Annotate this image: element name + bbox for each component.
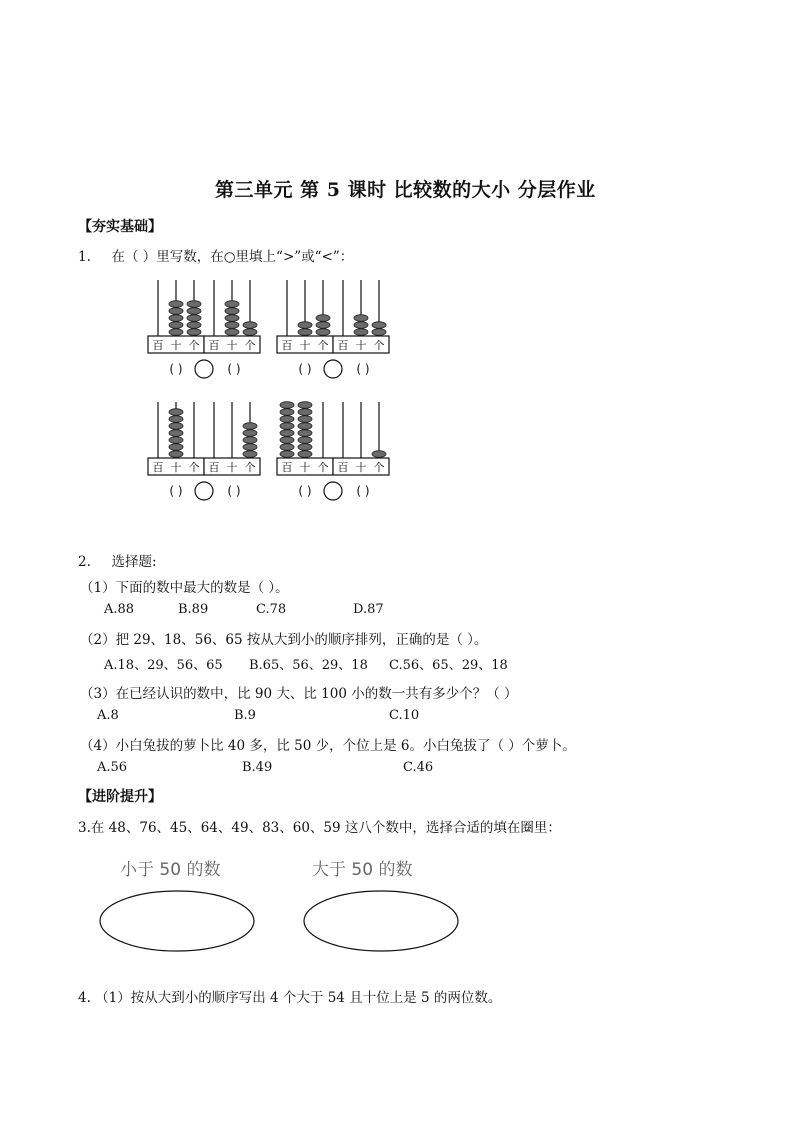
option-2-1-a: A.88 xyxy=(104,602,135,617)
abacus-1 xyxy=(148,280,204,353)
option-2-1-c: C.78 xyxy=(256,602,287,617)
bead xyxy=(169,301,183,308)
bead xyxy=(280,430,294,437)
bead xyxy=(298,430,312,437)
option-2-3-a: A.8 xyxy=(97,708,119,723)
compare-circle[interactable] xyxy=(195,360,213,378)
answer-blank-left[interactable]: ( ) xyxy=(298,362,312,376)
abacus-label: 个 xyxy=(188,461,200,474)
question-1 xyxy=(78,245,353,265)
bead xyxy=(243,437,257,444)
bead xyxy=(225,315,239,322)
abacus-label: 十 xyxy=(299,339,311,352)
compare-row xyxy=(298,482,369,500)
option-2-4-c: C.46 xyxy=(403,760,434,775)
abacus-label: 个 xyxy=(317,339,329,352)
abacus-label: 十 xyxy=(299,461,311,474)
bead xyxy=(225,301,239,308)
abacus-label: 十 xyxy=(226,461,238,474)
bead xyxy=(280,423,294,430)
compare-circle[interactable] xyxy=(324,482,342,500)
question-2-3-stem: （3）在已经认识的数中，比 90 大、比 100 小的数一共有多少个？（ ） xyxy=(80,686,518,702)
abacus-label: 十 xyxy=(170,339,182,352)
option-2-2-b: B.65、56、29、18 xyxy=(249,658,368,673)
question-2-4-stem: （4）小白兔拔的萝卜比 40 多，比 50 少，个位上是 6。小白兔拔了（ ）个萝卜。 xyxy=(80,738,576,754)
abacus-label: 个 xyxy=(244,461,256,474)
bead xyxy=(354,329,368,336)
compare-row xyxy=(169,360,240,378)
bead xyxy=(187,329,201,336)
compare-circle[interactable] xyxy=(195,482,213,500)
abacus-label: 百 xyxy=(208,339,220,352)
bead xyxy=(169,308,183,315)
bead xyxy=(280,409,294,416)
bead xyxy=(243,322,257,329)
bead xyxy=(316,329,330,336)
bead xyxy=(169,444,183,451)
abacus-label: 百 xyxy=(337,339,349,352)
abacus-label: 十 xyxy=(226,339,238,352)
bead xyxy=(298,451,312,458)
question-3: 3.在 48、76、45、64、49、83、60、59 这八个数中，选择合适的填在圈里： xyxy=(78,820,561,836)
abacus-label: 百 xyxy=(337,461,349,474)
abacus-label: 百 xyxy=(281,339,293,352)
section-advanced-heading: 【进阶提升】 xyxy=(78,789,162,805)
bead xyxy=(225,322,239,329)
question-1-text: 在（ ）里写数，在○里填上“>”或“<”： xyxy=(111,249,354,265)
bead xyxy=(298,402,312,409)
option-2-3-c: C.10 xyxy=(389,708,420,723)
label-greater-than-50: 大于 50 的数 xyxy=(312,860,413,880)
bead xyxy=(298,444,312,451)
answer-blank-left[interactable]: ( ) xyxy=(298,484,312,498)
answer-ovals xyxy=(98,888,468,958)
compare-row xyxy=(298,360,369,378)
abacus-label: 百 xyxy=(152,339,164,352)
bead xyxy=(372,322,386,329)
bead xyxy=(372,451,386,458)
bead xyxy=(298,416,312,423)
abacus-8 xyxy=(333,402,389,475)
abacus-5 xyxy=(148,402,204,475)
bead xyxy=(169,409,183,416)
option-2-2-a: A.18、29、56、65 xyxy=(104,658,223,673)
bead xyxy=(280,444,294,451)
question-2-heading: 选择题: xyxy=(111,554,157,570)
abacus-label: 十 xyxy=(355,339,367,352)
bead xyxy=(225,329,239,336)
bead xyxy=(280,416,294,423)
bead xyxy=(354,315,368,322)
bead xyxy=(298,322,312,329)
bead xyxy=(372,329,386,336)
answer-blank-left[interactable]: ( ) xyxy=(169,484,183,498)
bead xyxy=(169,416,183,423)
bead xyxy=(298,409,312,416)
option-2-4-b: B.49 xyxy=(242,760,273,775)
bead xyxy=(225,308,239,315)
option-2-1-b: B.89 xyxy=(178,602,209,617)
abacus-6 xyxy=(204,402,260,475)
bead xyxy=(169,451,183,458)
abacus-7 xyxy=(277,402,333,475)
question-2-1-stem: （1）下面的数中最大的数是（ ）。 xyxy=(80,580,289,596)
bead xyxy=(280,402,294,409)
bead xyxy=(316,322,330,329)
bead xyxy=(298,329,312,336)
option-2-4-a: A.56 xyxy=(97,760,128,775)
bead xyxy=(243,430,257,437)
compare-row xyxy=(169,482,240,500)
bead xyxy=(169,437,183,444)
answer-blank-right[interactable]: ( ) xyxy=(227,484,241,498)
bead xyxy=(187,308,201,315)
bead xyxy=(187,301,201,308)
question-2 xyxy=(78,550,157,570)
abacus-figure xyxy=(140,280,400,515)
bead xyxy=(169,322,183,329)
option-2-2-c: C.56、65、29、18 xyxy=(389,658,508,673)
label-less-than-50: 小于 50 的数 xyxy=(120,860,221,880)
bead xyxy=(169,329,183,336)
bead xyxy=(280,451,294,458)
oval-greater-than-50[interactable] xyxy=(304,891,458,951)
bead xyxy=(187,315,201,322)
abacus-3 xyxy=(277,280,333,353)
abacus-label: 十 xyxy=(170,461,182,474)
abacus-2 xyxy=(204,280,260,353)
bead xyxy=(169,423,183,430)
answer-blank-left[interactable]: ( ) xyxy=(169,362,183,376)
abacus-label: 个 xyxy=(373,461,385,474)
question-1-number: 1. xyxy=(78,249,91,265)
bead xyxy=(187,322,201,329)
question-2-number: 2. xyxy=(78,554,91,570)
bead xyxy=(169,315,183,322)
abacus-label: 个 xyxy=(188,339,200,352)
bead xyxy=(243,444,257,451)
page-title: 第三单元 第 5 课时 比较数的大小 分层作业 xyxy=(215,179,596,201)
bead xyxy=(243,423,257,430)
answer-blank-right[interactable]: ( ) xyxy=(356,362,370,376)
bead xyxy=(316,315,330,322)
bead xyxy=(280,437,294,444)
abacus-4 xyxy=(333,280,389,353)
bead xyxy=(243,329,257,336)
bead xyxy=(298,423,312,430)
bead xyxy=(298,437,312,444)
abacus-label: 百 xyxy=(208,461,220,474)
answer-blank-right[interactable]: ( ) xyxy=(227,362,241,376)
answer-blank-right[interactable]: ( ) xyxy=(356,484,370,498)
bead xyxy=(354,322,368,329)
question-4: 4. （1）按从大到小的顺序写出 4 个大于 54 且十位上是 5 的两位数。 xyxy=(78,990,502,1006)
section-basic-heading: 【夯实基础】 xyxy=(78,219,162,235)
bead xyxy=(243,451,257,458)
question-2-2-stem: （2）把 29、18、56、65 按从大到小的顺序排列，正确的是（ ）。 xyxy=(80,632,488,648)
abacus-label: 个 xyxy=(373,339,385,352)
abacus-label: 十 xyxy=(355,461,367,474)
bead xyxy=(169,430,183,437)
compare-circle[interactable] xyxy=(324,360,342,378)
abacus-label: 个 xyxy=(317,461,329,474)
option-2-1-d: D.87 xyxy=(353,602,384,617)
abacus-label: 个 xyxy=(244,339,256,352)
oval-less-than-50[interactable] xyxy=(100,891,254,951)
abacus-label: 百 xyxy=(281,461,293,474)
abacus-label: 百 xyxy=(152,461,164,474)
option-2-3-b: B.9 xyxy=(234,708,256,723)
